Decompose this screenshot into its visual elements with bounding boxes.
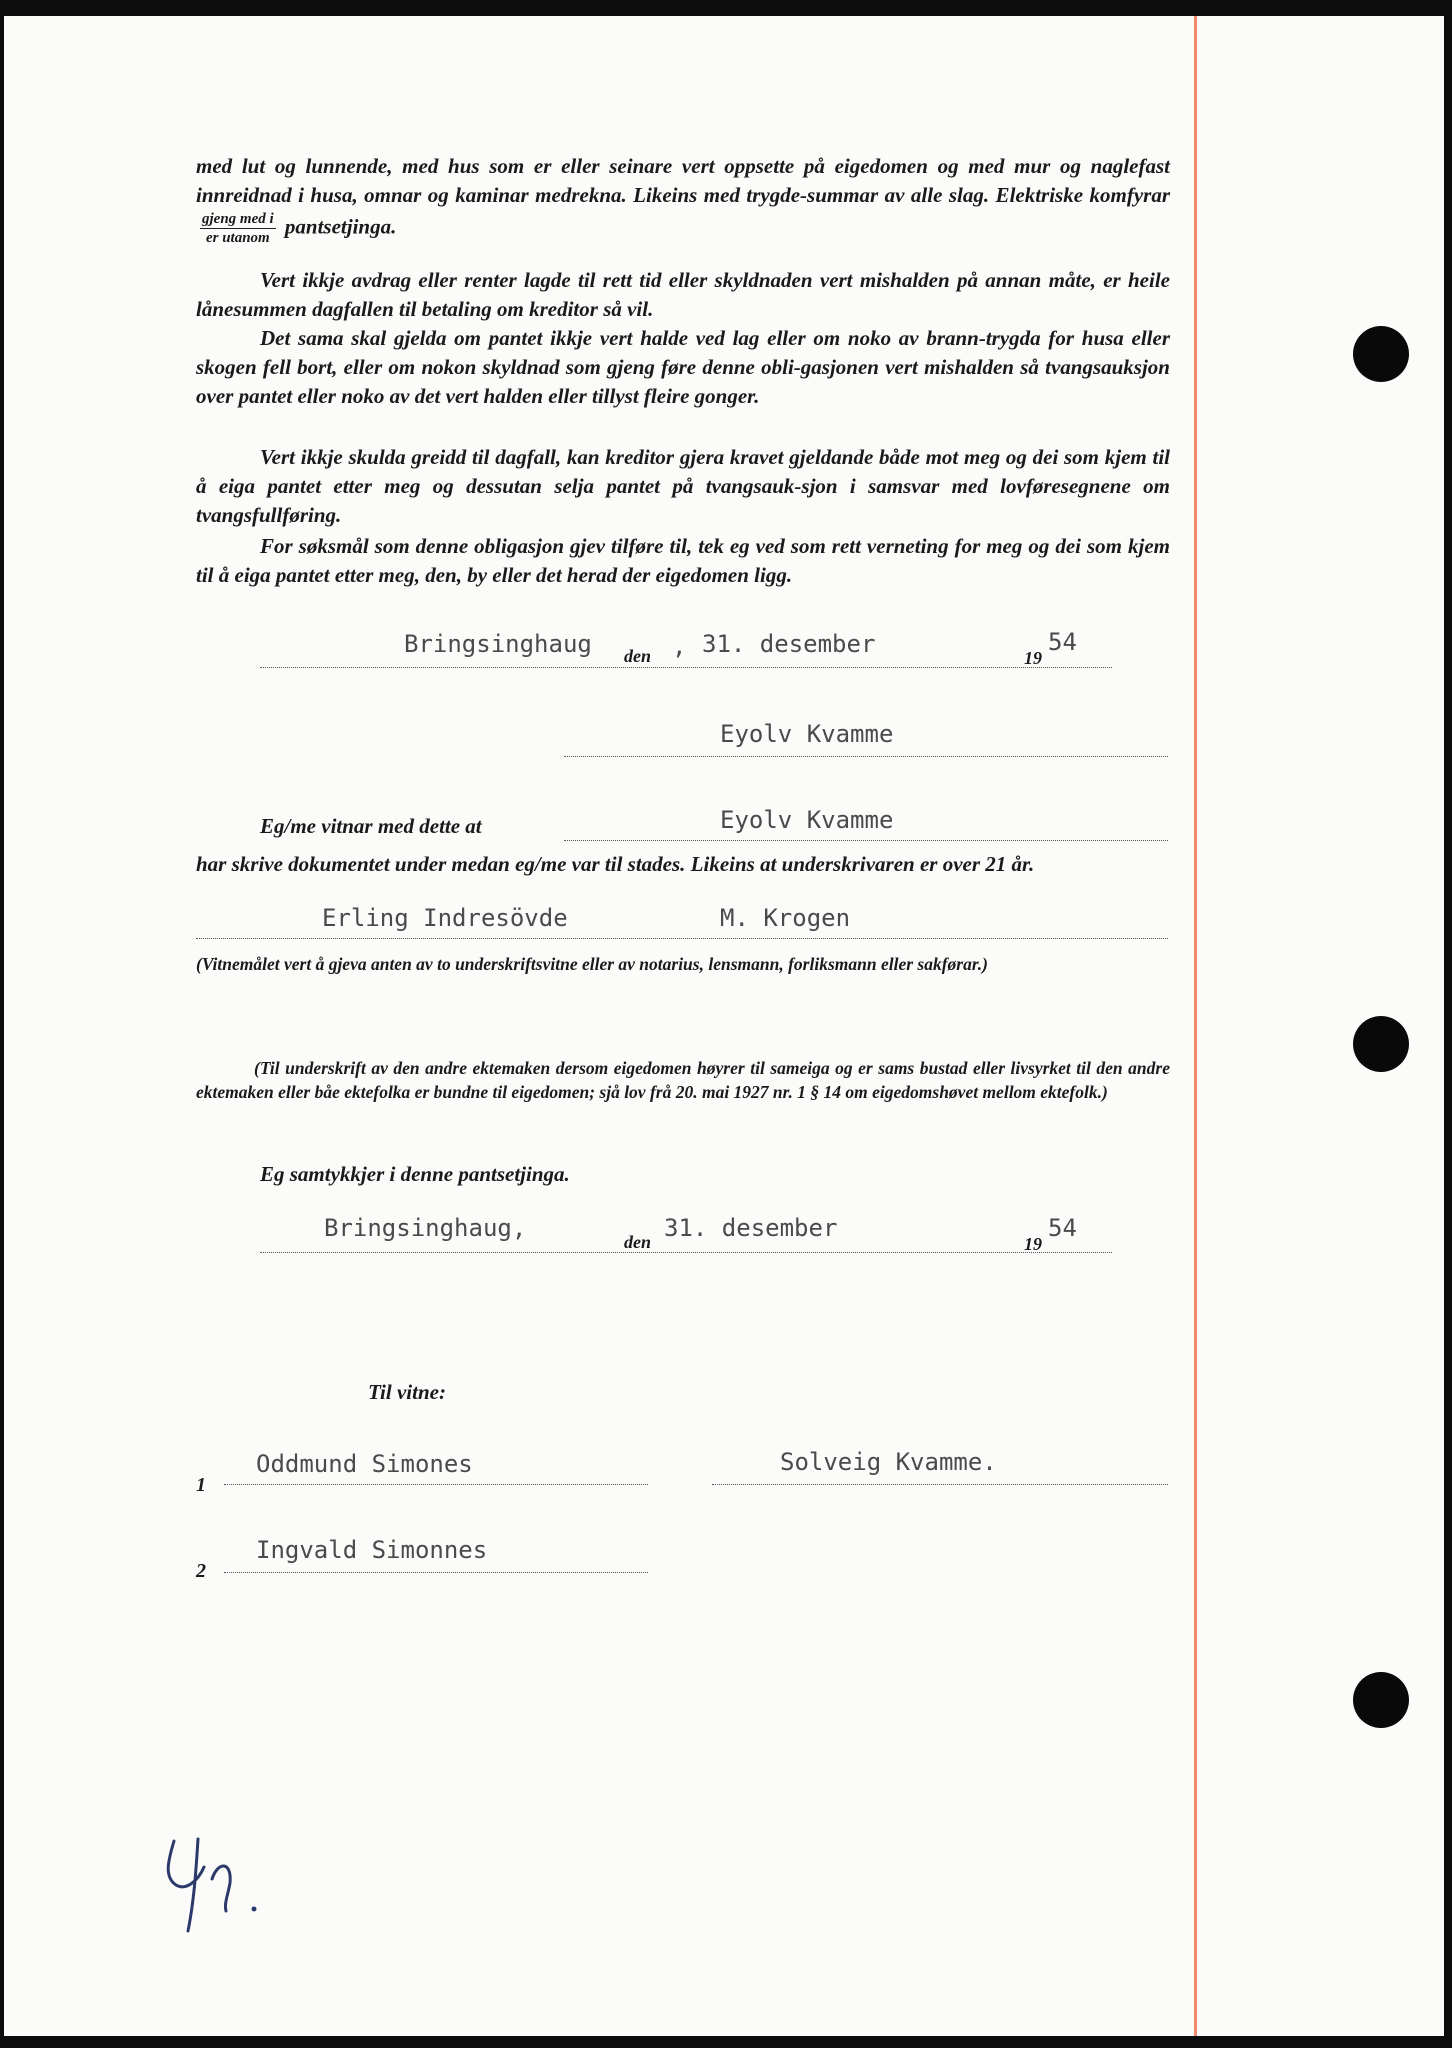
fraction-bottom: er utanom (205, 230, 270, 246)
handwritten-mark (154, 1831, 274, 1941)
spouse-signature: Solveig Kvamme. (780, 1448, 997, 1476)
paragraph-property-text: med lut og lunnende, med hus som er eller seinare vert oppsette på eigedomen og med mur og naglefast innreidnad i husa, omnar og kaminar medrekna. Likeins med trygde-summar av alle slag. Elektriske komfyrar (196, 154, 1170, 207)
consent-text: Eg samtykkjer i denne pantsetjinga. (260, 1162, 570, 1186)
margin-rule (1194, 16, 1197, 2036)
place-1: Bringsinghaug (404, 630, 592, 658)
comma-1: , (672, 632, 687, 660)
year-prefix-1: 19 (1024, 648, 1042, 668)
til-vitne-label: Til vitne: (368, 1380, 446, 1404)
witness-row-1-num: 1 (196, 1474, 206, 1496)
witness-row-2-line (224, 1572, 648, 1573)
place-date-line-2 (260, 1252, 1112, 1253)
paragraph-venue (196, 532, 1170, 590)
paragraph-property (196, 152, 1170, 247)
signature-1: Eyolv Kvamme (720, 720, 894, 748)
spouse-note: (Til underskrift av den andre ektemaken dersom eigedomen høyrer til sameiga og er sams bustad eller livsyrket til den andre ektemaken eller båe ektefolka er bundne til eigedomen; sjå lov frå 20. mai 1927 nr. 1 § 14 om eigedomshøvet mellom ektefolk.) (196, 1058, 1170, 1102)
date-1: 31. desember (702, 630, 876, 658)
witness-name-1: Erling Indresövde (322, 904, 568, 932)
paragraph-due (196, 443, 1170, 530)
place-2: Bringsinghaug, (324, 1214, 527, 1242)
paragraph-venue-text: For søksmål som denne obligasjon gjev tilføre til, tek eg ved som rett verneting for meg og dei som kjem til å eiga pantet etter meg, den, by eller det herad der eigedomen ligg. (196, 534, 1170, 587)
year-1: 54 (1048, 628, 1077, 656)
place-date-line-1 (260, 667, 1112, 668)
witness-text: har skrive dokumentet under medan eg/me var til stades. Likeins at underskrivaren er over 21 år. (196, 852, 1035, 876)
document-page (4, 16, 1444, 2036)
fraction-top: gjeng med i (202, 211, 274, 227)
witness-name-2: M. Krogen (720, 904, 851, 932)
year-prefix-2: 19 (1024, 1234, 1042, 1254)
witness-note: (Vitnemålet vert å gjeva anten av to underskriftsvitne eller av notarius, lensmann, forliksmann eller sakførar.) (196, 954, 988, 974)
spouse-signature-line (712, 1484, 1168, 1485)
witness-signer-line (564, 840, 1168, 841)
witness-intro: Eg/me vitnar med dette at (260, 814, 482, 838)
paragraph-default (196, 266, 1170, 324)
paragraph-property-end: pantsetjinga. (284, 214, 397, 239)
signature-line-1 (564, 756, 1168, 757)
paragraph-default-text: Vert ikkje avdrag eller renter lagde til rett tid eller skyldnaden vert mishalden på annan måte, er heile lånesummen dagfallen til betaling om kreditor så vil. (196, 268, 1170, 321)
fraction-choice (200, 210, 276, 247)
witness-names-line (196, 938, 1168, 939)
punch-hole-middle (1353, 1016, 1409, 1072)
witness-row-1-line (224, 1484, 648, 1485)
punch-hole-bottom (1353, 1672, 1409, 1728)
punch-hole-top (1353, 326, 1409, 382)
witness-row-2-name: Ingvald Simonnes (256, 1536, 488, 1564)
paragraph-insurance-text: Det sama skal gjelda om pantet ikkje vert halde ved lag eller om noko av brann-trygda for husa eller skogen fell bort, eller om nokon skyldnad som gjeng føre denne obli-gasjonen vert mishalden så tvangsauksjon over pantet eller noko av det vert halden eller tillyst fleire gonger. (196, 326, 1170, 408)
paragraph-due-text: Vert ikkje skulda greidd til dagfall, kan kreditor gjera kravet gjeldande både mot meg og dei som kjem til å eiga pantet etter meg og dessutan selja pantet på tvangsauk-sjon i samsvar med lovføresegnene om tvangsfullføring. (196, 445, 1170, 527)
year-2: 54 (1048, 1214, 1077, 1242)
witness-row-2-num: 2 (196, 1560, 206, 1582)
witness-row-1-name: Oddmund Simones (256, 1450, 473, 1478)
den-label-2: den (624, 1232, 651, 1252)
paragraph-insurance (196, 324, 1170, 411)
den-label-1: den (624, 646, 651, 666)
witness-signer: Eyolv Kvamme (720, 806, 894, 834)
date-2: 31. desember (664, 1214, 838, 1242)
